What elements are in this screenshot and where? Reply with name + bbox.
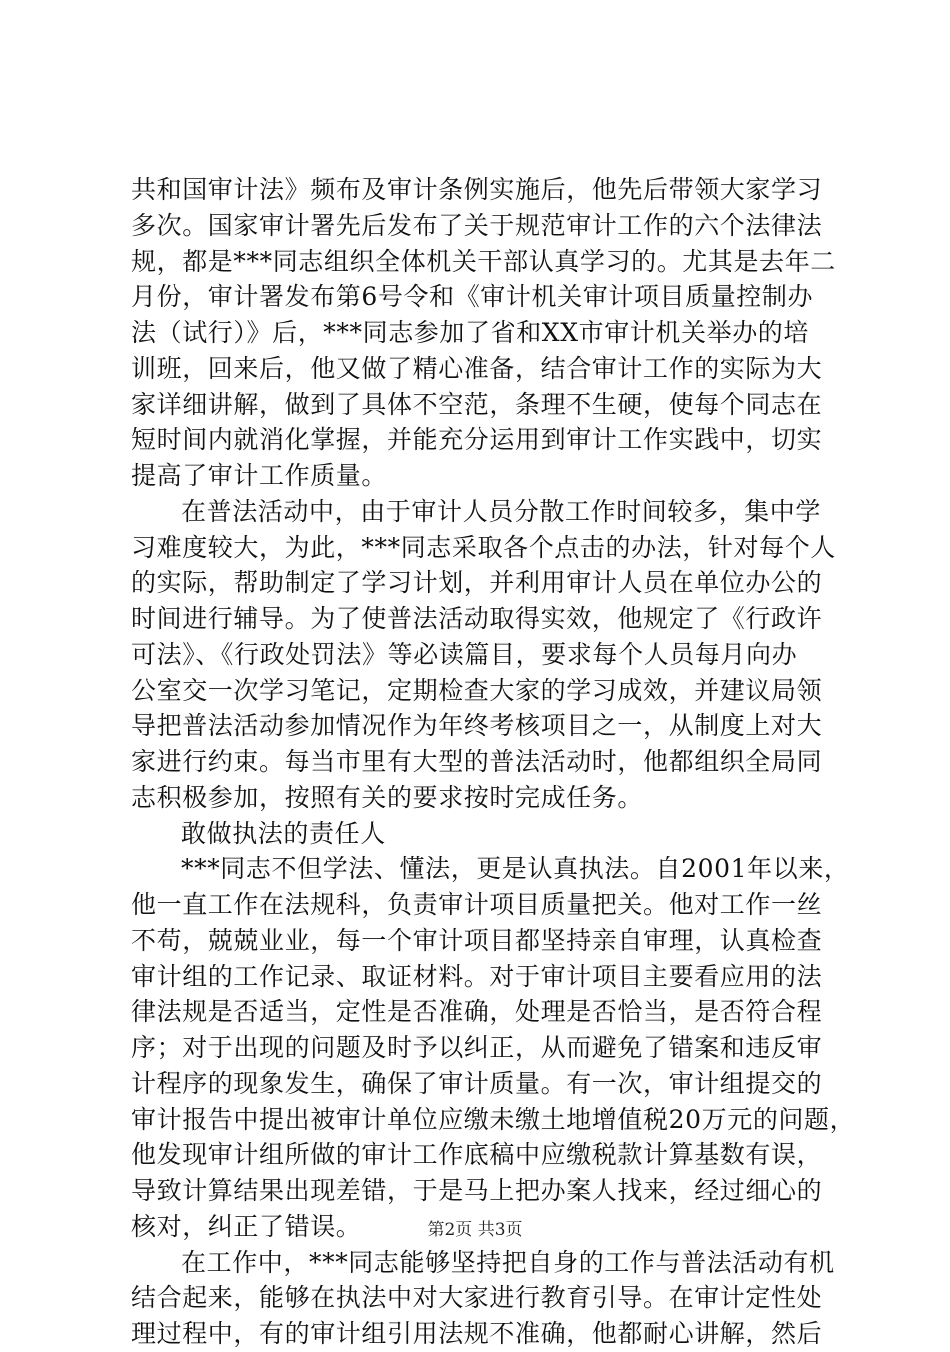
text-line: ***同志不但学法、懂法，更是认真执法。自2001年以来， [181, 854, 850, 884]
text-line: 审计组的工作记录、取证材料。对于审计项目主要看应用的法 [131, 961, 823, 991]
document-body [131, 172, 856, 1352]
text-line: 导致计算结果出现差错，于是马上把办案人找来，经过细心的 [131, 1176, 823, 1205]
text-line: 结合起来，能够在执法中对大家进行教育引导。在审计定性处 [131, 1283, 823, 1313]
text-line: 计程序的现象发生，确保了审计质量。有一次，审计组提交的 [131, 1068, 823, 1098]
text-line: 短时间内就消化掌握，并能充分运用到审计工作实践中，切实 [131, 425, 823, 455]
text-line: 时间进行辅导。为了使普法活动取得实效，他规定了《行政许 [131, 604, 823, 633]
text-line: 在工作中，***同志能够坚持把自身的工作与普法活动有机 [181, 1247, 835, 1277]
page-number-footer: 第2页 共3页 [427, 1220, 523, 1240]
text-line: 家详细讲解，做到了具体不空范，条理不生硬，使每个同志在 [131, 389, 823, 419]
text-line: 共和国审计法》频布及审计条例实施后，他先后带领大家学习 [131, 175, 823, 204]
text-line: 公室交一次学习笔记，定期检查大家的学习成效，并建议局领 [131, 675, 823, 705]
text-line: 他发现审计组所做的审计工作底稿中应缴税款计算基数有误， [131, 1140, 823, 1170]
section-heading: 敢做执法的责任人 [181, 818, 386, 848]
text-line: 多次。国家审计署先后发布了关于规范审计工作的六个法律法 [131, 210, 823, 240]
text-line: 导把普法活动参加情况作为年终考核项目之一，从制度上对大 [131, 711, 823, 741]
text-line: 核对，纠正了错误。 [131, 1211, 362, 1241]
text-line: 在普法活动中，由于审计人员分散工作时间较多，集中学 [181, 496, 822, 526]
text-line: 提高了审计工作质量。 [131, 461, 388, 490]
text-line: 习难度较大，为此，***同志采取各个点击的办法，针对每个人 [131, 532, 836, 562]
text-line: 他一直工作在法规科，负责审计项目质量把关。他对工作一丝 [131, 890, 823, 919]
text-line: 训班，回来后，他又做了精心准备，结合审计工作的实际为大 [131, 353, 823, 383]
text-line: 规，都是***同志组织全体机关干部认真学习的。尤其是去年二 [131, 246, 836, 276]
text-line: 审计报告中提出被审计单位应缴未缴土地增值税20万元的问题， [131, 1104, 856, 1134]
text-line: 律法规是否适当，定性是否准确，处理是否恰当，是否符合程 [131, 997, 823, 1027]
text-line: 可法》、《行政处罚法》等必读篇目，要求每个人员每月向办 [131, 639, 798, 669]
text-line: 不苟，兢兢业业，每一个审计项目都坚持亲自审理，认真检查 [131, 925, 823, 955]
text-line: 序；对于出现的问题及时予以纠正，从而避免了错案和违反审 [131, 1033, 823, 1062]
text-line: 法（试行）》后，***同志参加了省和XX市审计机关举办的培 [131, 318, 809, 347]
text-line: 的实际，帮助制定了学习计划，并利用审计人员在单位办公的 [131, 568, 823, 598]
text-line: 理过程中，有的审计组引用法规不准确，他都耐心讲解，然后 [131, 1319, 823, 1348]
text-line: 月份，审计署发布第6号令和《审计机关审计项目质量控制办 [131, 282, 814, 312]
text-line: 家进行约束。每当市里有大型的普法活动时，他都组织全局同 [131, 747, 823, 776]
text-line: 志积极参加，按照有关的要求按时完成任务。 [131, 782, 644, 812]
